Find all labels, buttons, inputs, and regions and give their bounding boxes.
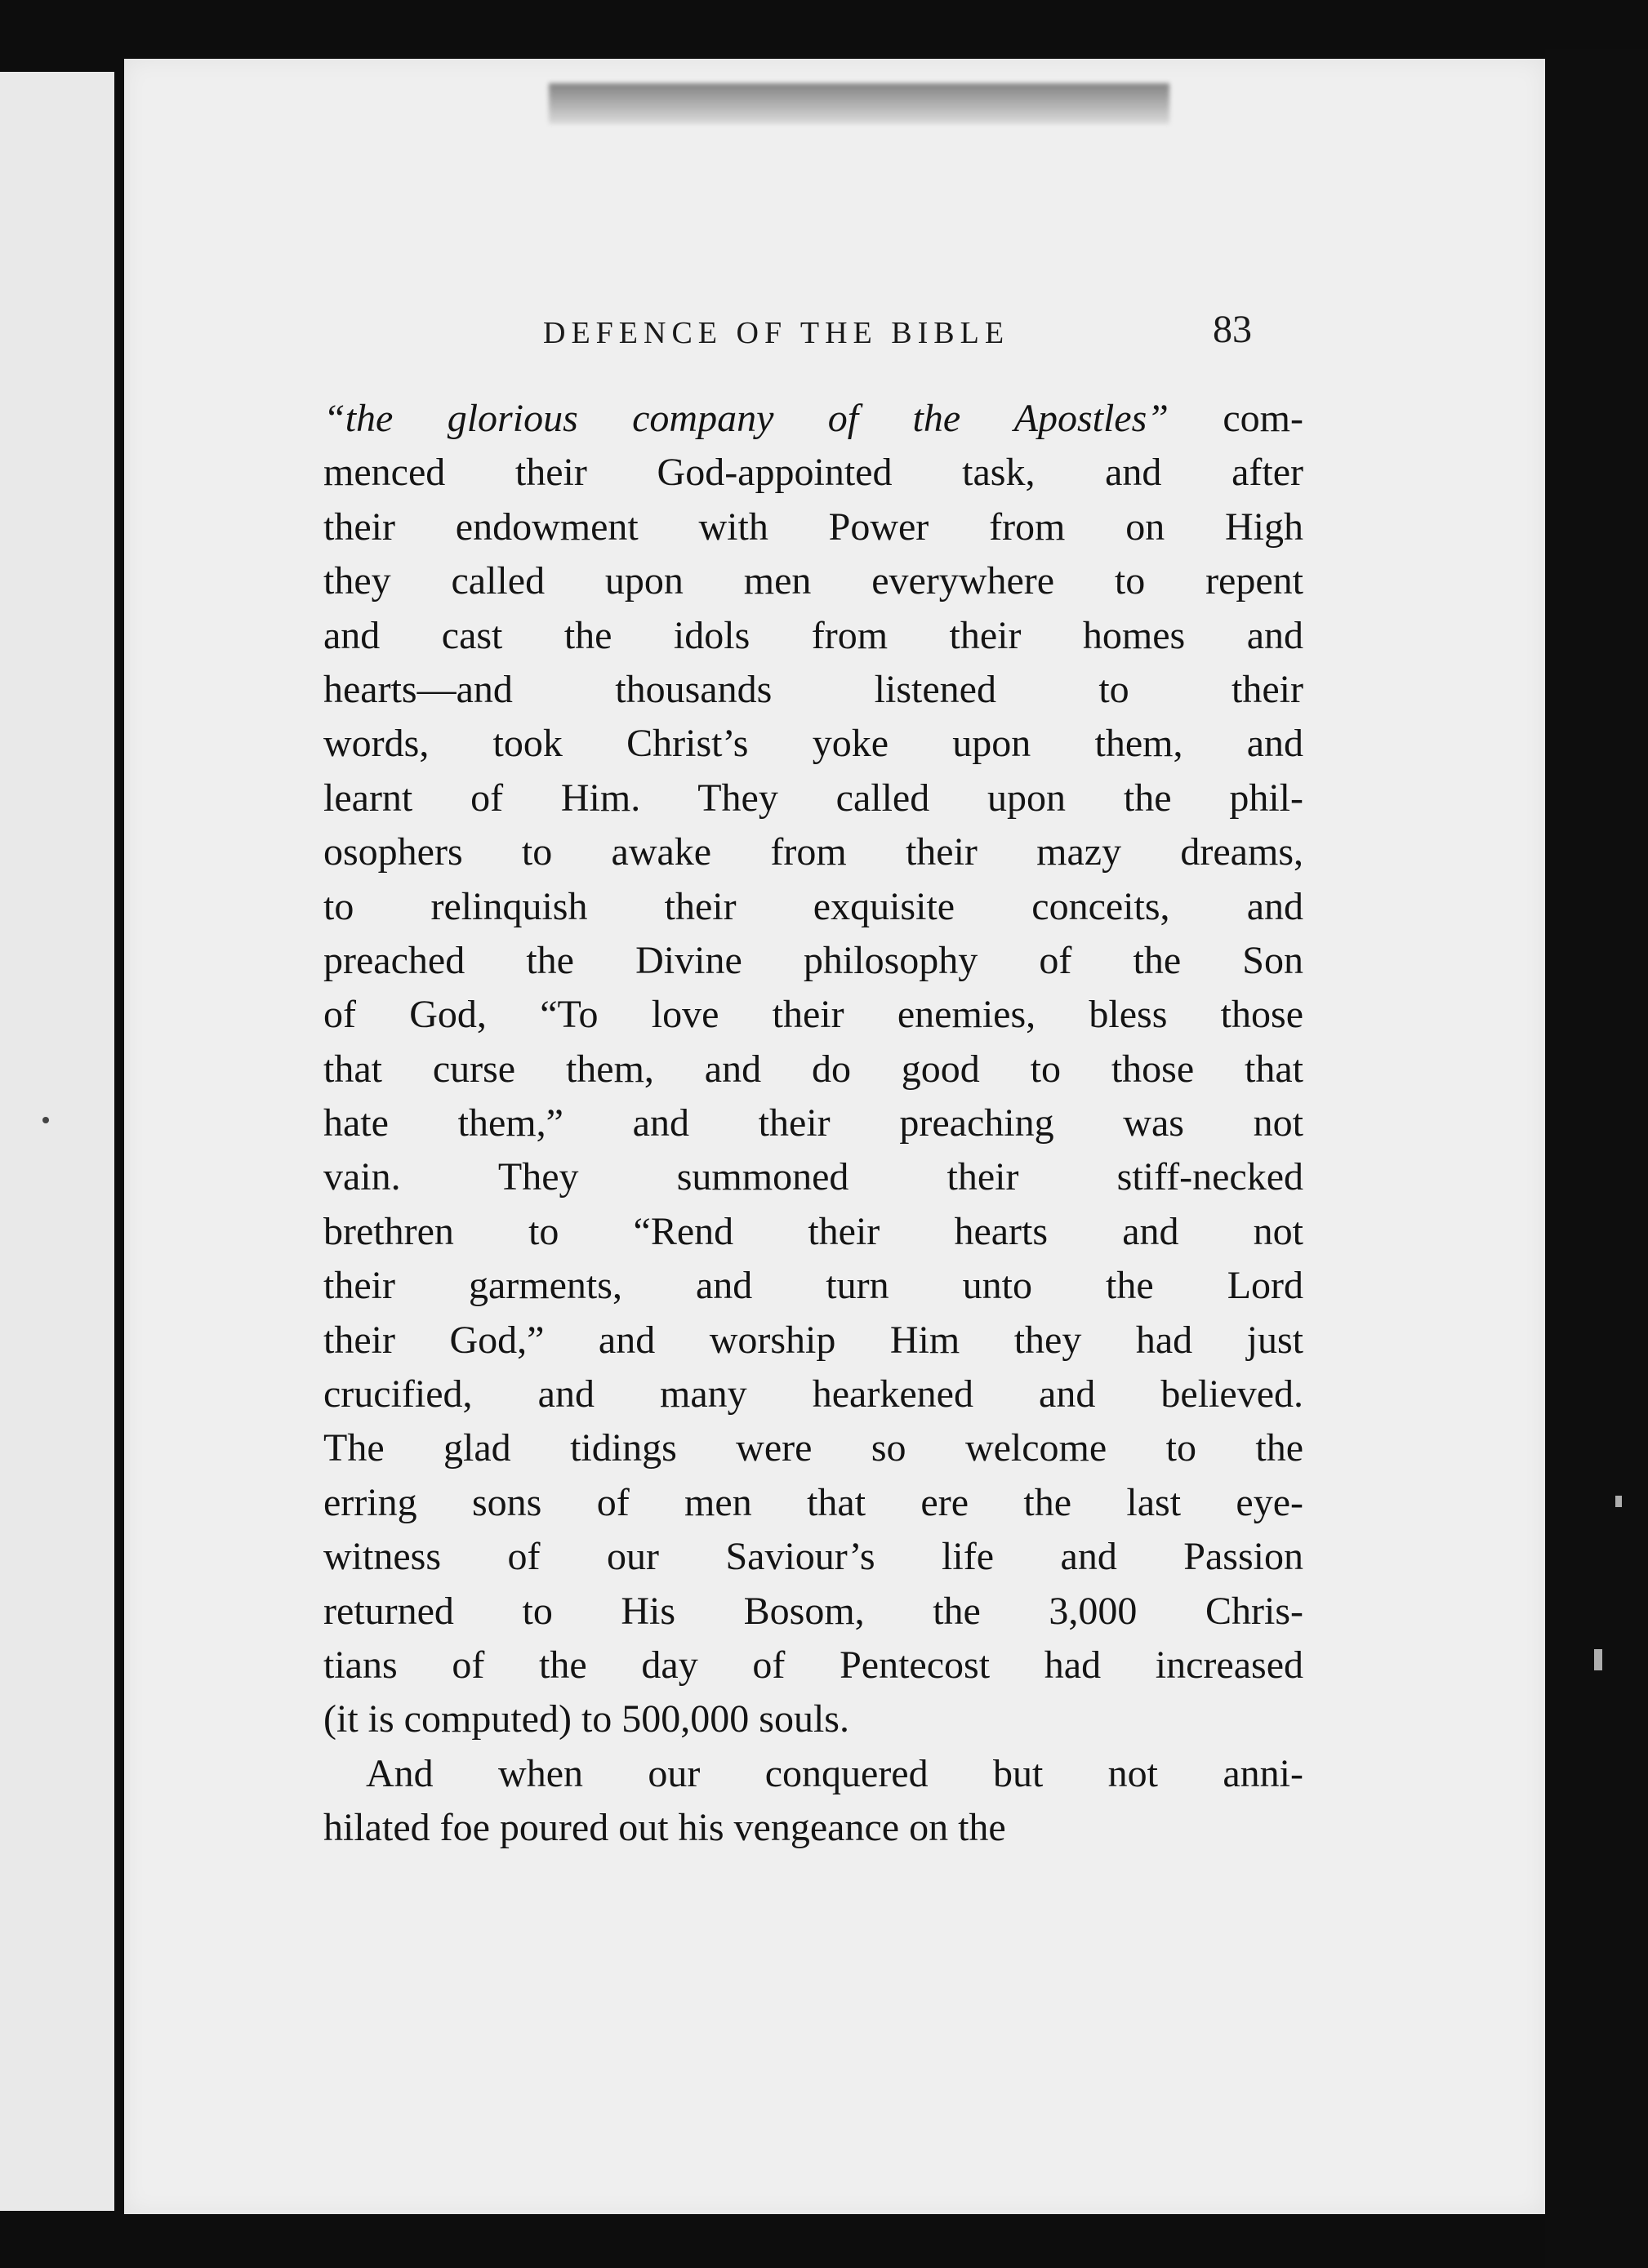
line-text: preached the Divine philosophy of the Son: [323, 938, 1303, 982]
line-text: they called upon men everywhere to repent: [323, 559, 1303, 603]
italic-quote: “the glorious company of the Apostles”: [323, 397, 1169, 440]
line-text: crucified, and many hearkened and believed.: [323, 1372, 1303, 1416]
scan-smudge: [549, 83, 1169, 124]
line-text: that curse them, and do good to those that: [323, 1047, 1303, 1091]
text-line: [323, 446, 1303, 500]
text-line: [323, 772, 1303, 825]
text-line: [323, 500, 1303, 554]
text-line: [323, 663, 1303, 717]
text-line: [323, 934, 1303, 988]
speck-mark: [42, 1117, 49, 1123]
line-text: vain. They summoned their stiff-necked: [323, 1155, 1303, 1199]
line-text: hilated foe poured out his vengeance on the: [323, 1806, 1006, 1850]
text-line: [323, 880, 1303, 934]
scan-border-right: [1545, 49, 1648, 2268]
text-line: [323, 1259, 1303, 1313]
line-text: menced their God-appointed task, and after: [323, 451, 1303, 495]
line-text: hearts—and thousands listened to their: [323, 667, 1303, 711]
text-line: [323, 1314, 1303, 1367]
text-line: [323, 1096, 1303, 1150]
text-line: [323, 1150, 1303, 1204]
line-text: returned to His Bosom, the 3,000 Chris-: [323, 1589, 1303, 1633]
line-text: (it is computed) to 500,000 souls.: [323, 1697, 849, 1741]
text-line: [323, 717, 1303, 771]
running-title: DEFENCE OF THE BIBLE: [543, 316, 1010, 350]
text-line: [323, 825, 1303, 879]
line-text: erring sons of men that ere the last eye-: [323, 1480, 1303, 1524]
line-text: And when our conquered but not anni-: [366, 1751, 1303, 1795]
text-line: [323, 1043, 1303, 1096]
text-line: [323, 609, 1303, 663]
line-text: and cast the idols from their homes and: [323, 613, 1303, 657]
text-line: [323, 1585, 1303, 1639]
text-line: [323, 1530, 1303, 1584]
text-line: [323, 988, 1303, 1042]
line-text: their garments, and turn unto the Lord: [323, 1264, 1303, 1308]
line-text: hate them,” and their preaching was not: [323, 1101, 1303, 1145]
line-text: com-: [1169, 397, 1304, 440]
text-line: [323, 1747, 1303, 1801]
page-number: 83: [1213, 308, 1252, 351]
text-line: [323, 392, 1303, 446]
text-line: [323, 1639, 1303, 1692]
line-text: words, took Christ’s yoke upon them, and: [323, 722, 1303, 766]
body-text: [323, 392, 1303, 1856]
text-line: [323, 1801, 1303, 1855]
edge-speck: [1594, 1649, 1602, 1670]
line-text: learnt of Him. They called upon the phil-: [323, 776, 1303, 820]
line-text: to relinquish their exquisite conceits, and: [323, 884, 1303, 928]
text-line: [323, 1421, 1303, 1475]
facing-page-edge: [0, 72, 114, 2211]
text-line: [323, 1367, 1303, 1421]
text-line: [323, 1205, 1303, 1259]
line-text: tians of the day of Pentecost had increased: [323, 1643, 1303, 1687]
line-text: osophers to awake from their mazy dreams,: [323, 830, 1303, 874]
line-text: witness of our Saviour’s life and Passion: [323, 1535, 1303, 1579]
text-line: [323, 554, 1303, 608]
line-text: brethren to “Rend their hearts and not: [323, 1209, 1303, 1253]
line-text: their God,” and worship Him they had just: [323, 1318, 1303, 1362]
text-line: [323, 1692, 1303, 1746]
line-text: The glad tidings were so welcome to the: [323, 1426, 1303, 1470]
line-text: their endowment with Power from on High: [323, 505, 1303, 549]
edge-speck: [1615, 1496, 1622, 1507]
text-line: [323, 1476, 1303, 1530]
running-head: [543, 308, 1278, 364]
line-text: of God, “To love their enemies, bless those: [323, 993, 1303, 1037]
